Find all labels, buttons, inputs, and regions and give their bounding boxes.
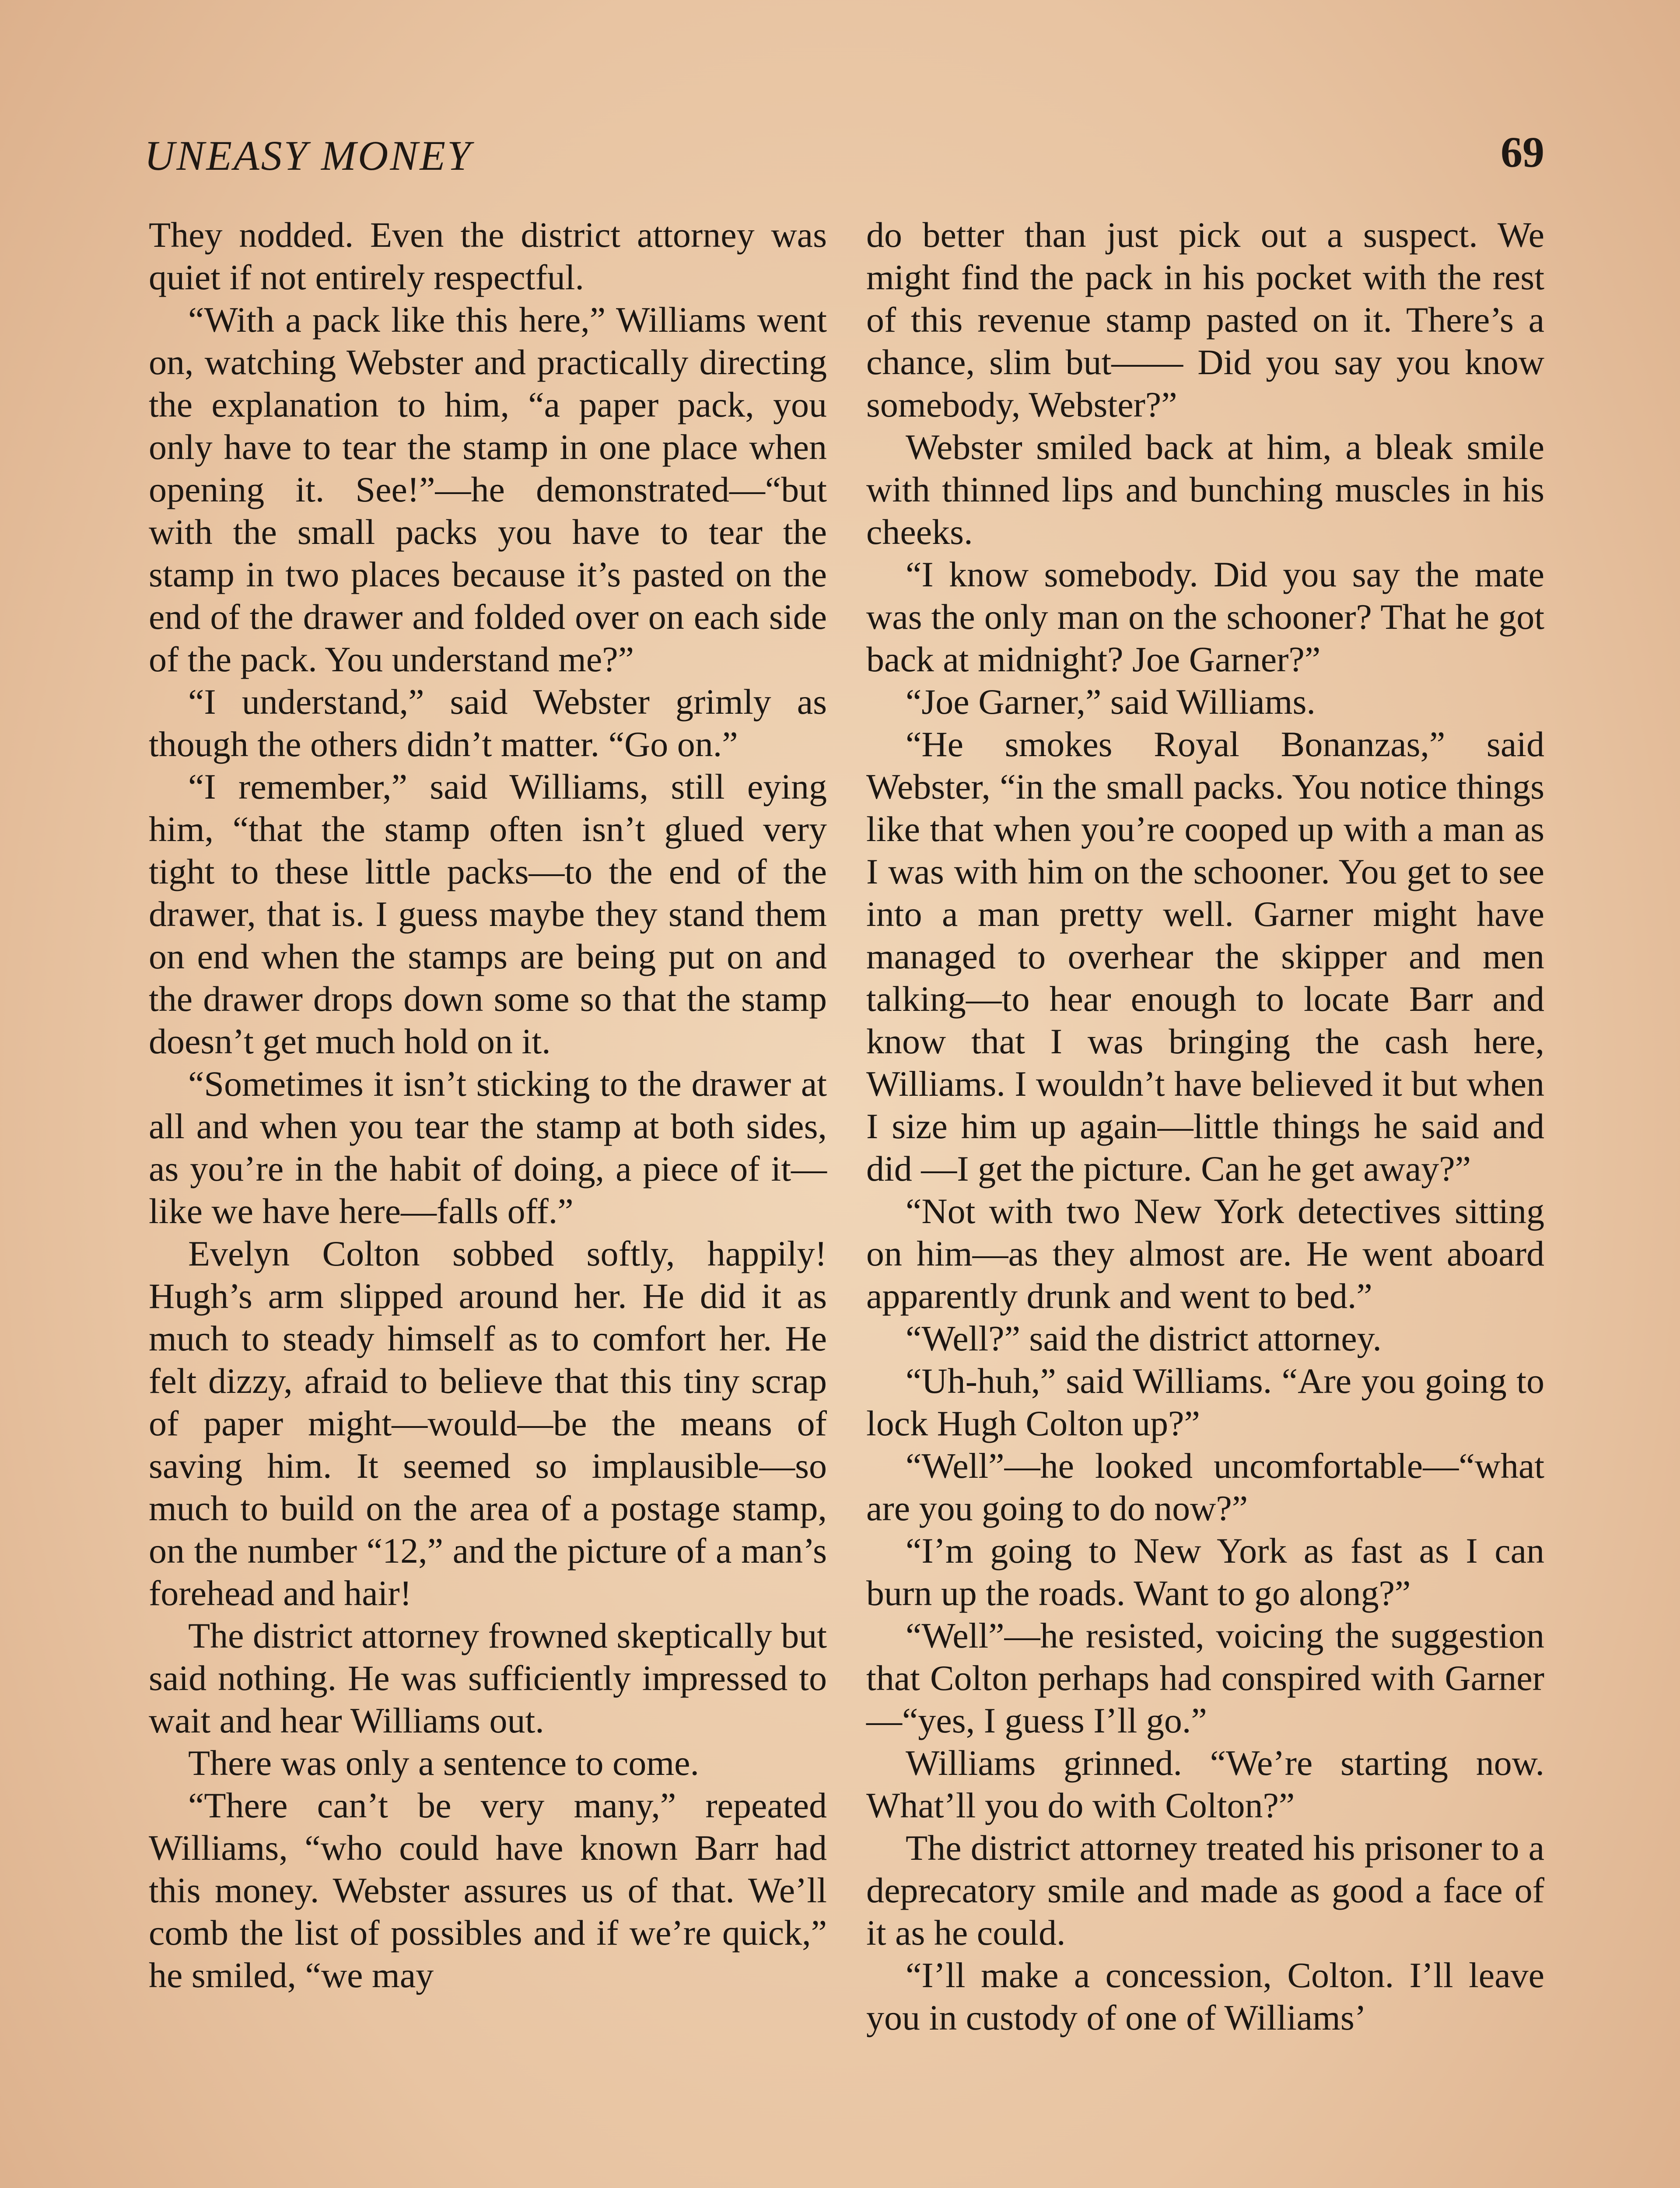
paragraph: “Not with two New York detectives sitting on him—as they almost are. He went aboard apparently drunk and went to bed.” bbox=[866, 1191, 1544, 1316]
paragraph: “I remember,” said Williams, still eying him, “that the stamp often isn’t glued very tight to these little packs—to the end of the drawer, that is. I guess maybe they stand them on end when the stamps are being put on and the drawer drops down some so that the stamp doesn’t get much hold on it. bbox=[149, 767, 827, 1061]
paragraph: “There can’t be very many,” repeated Williams, “who could have known Barr had this money. Webster assures us of that. We’ll comb the list of possibles and if we’re quick,” he smiled, “we may bbox=[149, 1785, 827, 1995]
page-number: 69 bbox=[1501, 128, 1544, 176]
paragraph: “Sometimes it isn’t sticking to the drawer at all and when you tear the stamp at both sides, as you’re in the habit of doing, a piece of it—like we have here—falls off.” bbox=[149, 1064, 827, 1231]
paragraph: The district attorney frowned skeptically but said nothing. He was sufficiently impressed to wait and hear Williams out. bbox=[149, 1616, 827, 1740]
right-column bbox=[866, 214, 1544, 2039]
paragraph: “I understand,” said Webster grimly as though the others didn’t matter. “Go on.” bbox=[149, 682, 827, 764]
paragraph: “Well”—he resisted, voicing the suggestion that Colton perhaps had conspired with Garner—“yes, I guess I’ll go.” bbox=[866, 1616, 1544, 1740]
paragraph: do better than just pick out a suspect. We might find the pack in his pocket with the rest of this revenue stamp pasted on it. There’s a chance, slim but—— Did you say you know somebody, Webster?” bbox=[866, 215, 1544, 424]
paragraph: “I know somebody. Did you say the mate was the only man on the schooner? That he got back at midnight? Joe Garner?” bbox=[866, 554, 1544, 679]
left-column bbox=[149, 214, 827, 1996]
running-title: UNEASY MONEY bbox=[144, 132, 472, 179]
paragraph: They nodded. Even the district attorney was quiet if not entirely respectful. bbox=[149, 215, 827, 297]
page-header bbox=[144, 127, 1544, 197]
paragraph: “Well”—he looked uncomfortable—“what are you going to do now?” bbox=[866, 1446, 1544, 1528]
paragraph: “Joe Garner,” said Williams. bbox=[906, 682, 1316, 722]
paragraph: Williams grinned. “We’re starting now. What’ll you do with Colton?” bbox=[866, 1743, 1544, 1825]
paragraph: “Well?” said the district attorney. bbox=[906, 1318, 1382, 1358]
paragraph: “He smokes Royal Bonanzas,” said Webster, “in the small packs. You notice things like that when you’re cooped up with a man as I was with him on the schooner. You get to see into a man pretty well. Garner might have managed to overhear the skipper and men talking—to hear enough to locate Barr and know that I was bringing the cash here, Williams. I wouldn’t have believed it but when I size him up again—little things he said and did —I get the picture. Can he get away?” bbox=[866, 724, 1544, 1189]
paragraph: “I’ll make a concession, Colton. I’ll leave you in custody of one of Williams’ bbox=[866, 1955, 1544, 2037]
paragraph: “Uh-huh,” said Williams. “Are you going to lock Hugh Colton up?” bbox=[866, 1361, 1544, 1443]
paragraph: “I’m going to New York as fast as I can burn up the roads. Want to go along?” bbox=[866, 1531, 1544, 1613]
paragraph: There was only a sentence to come. bbox=[188, 1743, 700, 1783]
paragraph: The district attorney treated his prisoner to a deprecatory smile and made as good a face of it as he could. bbox=[866, 1828, 1544, 1953]
paragraph: Evelyn Colton sobbed softly, happily! Hugh’s arm slipped around her. He did it as much to steady himself as to comfort her. He felt dizzy, afraid to believe that this tiny scrap of paper might—would—be the means of saving him. It seemed so implausible—so much to build on the area of a postage stamp, on the number “12,” and the picture of a man’s forehead and hair! bbox=[149, 1234, 827, 1613]
paragraph: “With a pack like this here,” Williams went on, watching Webster and practically directing the explanation to him, “a paper pack, you only have to tear the stamp in one place when opening it. See!”—he demonstrated—“but with the small packs you have to tear the stamp in two places because it’s pasted on the end of the drawer and folded over on each side of the pack. You understand me?” bbox=[149, 300, 827, 679]
paragraph: Webster smiled back at him, a bleak smile with thinned lips and bunching muscles in his cheeks. bbox=[866, 427, 1544, 552]
